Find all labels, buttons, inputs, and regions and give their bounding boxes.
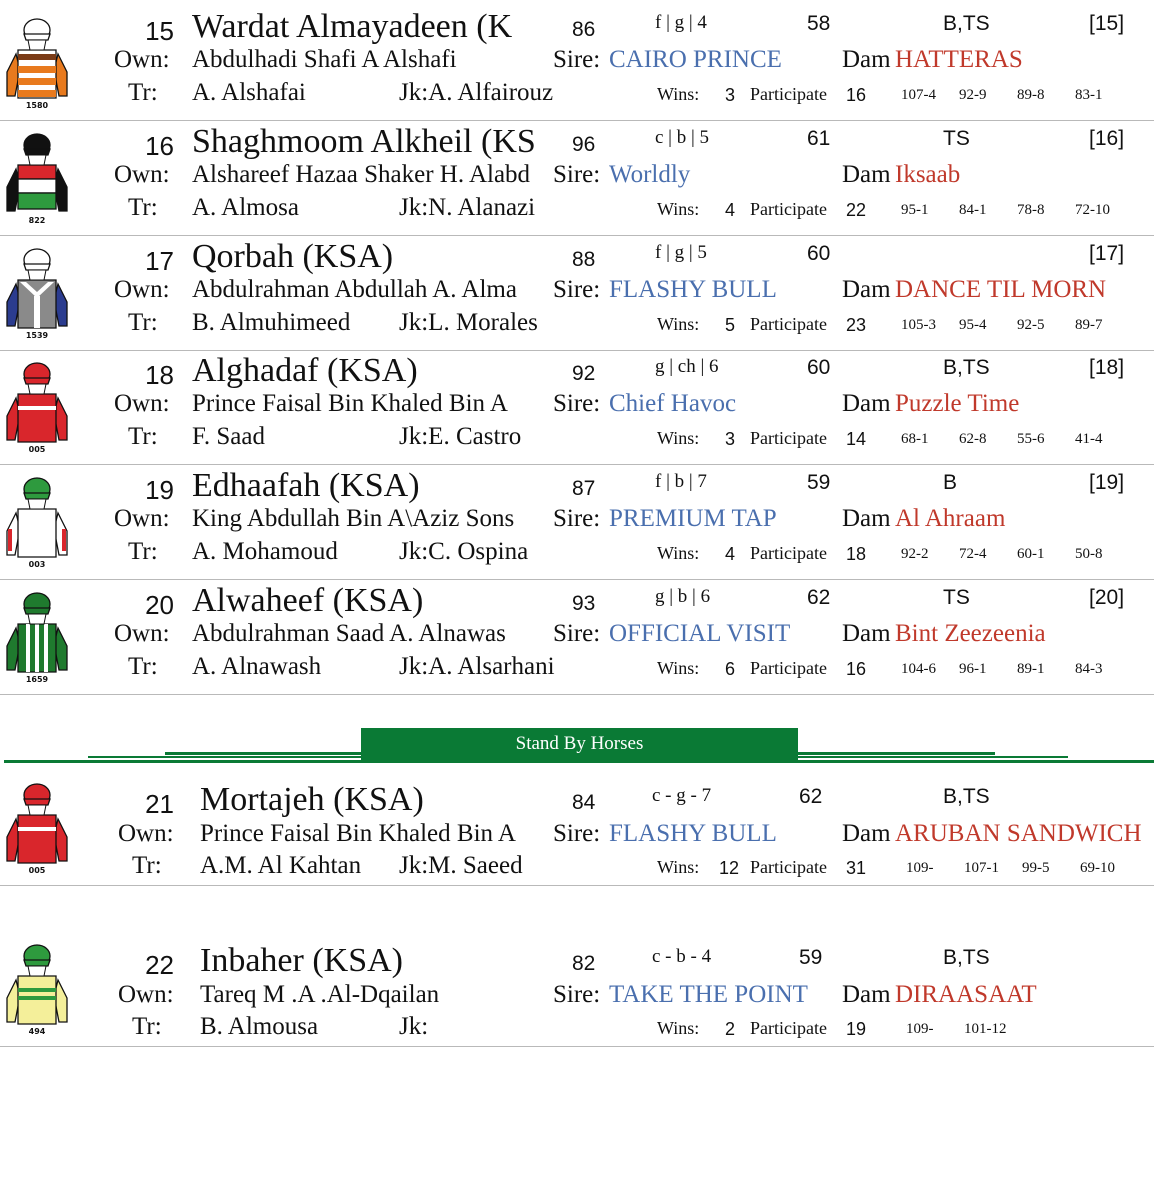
- horse-weight: 58: [807, 12, 831, 35]
- jockey-silk-icon: [4, 588, 70, 684]
- sire-name: FLASHY BULL: [609, 276, 777, 303]
- jockey-name: Jk:A. Alsarhani: [399, 653, 555, 680]
- race-entry: [0, 121, 1154, 236]
- form-figure: 72-4: [959, 546, 987, 562]
- horse-rating: 87: [572, 477, 596, 500]
- dam-label: Dam: [842, 390, 891, 417]
- horse-age-sex: f | g | 5: [655, 242, 707, 263]
- wins-label: Wins:: [657, 543, 700, 563]
- equipment: B,TS: [943, 785, 990, 808]
- horse-weight: 60: [807, 242, 831, 265]
- form-figure: 92-5: [1017, 317, 1045, 333]
- wins-count: 2: [725, 1019, 736, 1039]
- trainer-name: A. Alnawash: [192, 653, 322, 680]
- participations-count: 14: [846, 429, 867, 449]
- entry-divider: [0, 1046, 1154, 1047]
- trainer-label: Tr:: [128, 194, 158, 221]
- wins-count: 12: [719, 858, 740, 878]
- jockey-name: Jk:N. Alanazi: [399, 194, 536, 221]
- race-entry: [0, 465, 1154, 580]
- svg-text:1659: 1659: [25, 675, 49, 684]
- sire-label: Sire:: [553, 161, 601, 188]
- trainer-label: Tr:: [128, 423, 158, 450]
- form-figure: 109-: [906, 860, 934, 876]
- wins-count: 5: [725, 315, 736, 335]
- dam-label: Dam: [842, 276, 891, 303]
- trainer-name: B. Almousa: [200, 1013, 319, 1040]
- owner-label: Own:: [114, 46, 170, 73]
- form-figure: 84-3: [1075, 661, 1103, 677]
- wins-count: 4: [725, 544, 736, 564]
- dam-name: Bint Zeezeenia: [895, 620, 1046, 647]
- jockey-name: Jk:: [399, 1013, 429, 1040]
- horse-rating: 93: [572, 592, 596, 615]
- form-figure: 50-8: [1075, 546, 1103, 562]
- svg-text:494: 494: [28, 1027, 46, 1036]
- trainer-name: A. Almosa: [192, 194, 299, 221]
- jockey-silk-icon: [4, 358, 70, 454]
- wins-count: 3: [725, 85, 736, 105]
- draw-number: [16]: [1089, 127, 1125, 150]
- horse-number: 20: [145, 590, 174, 620]
- horse-rating: 82: [572, 952, 596, 975]
- jockey-name: Jk:M. Saeed: [399, 852, 523, 879]
- svg-text:1580: 1580: [25, 101, 49, 110]
- horse-number: 21: [145, 789, 174, 819]
- form-figure: 60-1: [1017, 546, 1045, 562]
- equipment: B,TS: [943, 946, 990, 969]
- owner-name: Tareq M .A .Al-Dqailan: [200, 981, 440, 1008]
- horse-number: 17: [145, 246, 174, 276]
- trainer-label: Tr:: [128, 653, 158, 680]
- form-figure: 92-9: [959, 87, 987, 103]
- sire-label: Sire:: [553, 505, 601, 532]
- participations-count: 22: [846, 200, 867, 220]
- dam-label: Dam: [842, 161, 891, 188]
- horse-name: Edhaafah (KSA): [192, 467, 420, 504]
- trainer-label: Tr:: [128, 309, 158, 336]
- equipment: B,TS: [943, 356, 990, 379]
- dam-name: Iksaab: [895, 161, 961, 188]
- jockey-silk-icon: [4, 473, 70, 569]
- jockey-name: Jk:L. Morales: [399, 309, 538, 336]
- horse-age-sex: c - g - 7: [652, 785, 712, 806]
- jockey-name: Jk:C. Ospina: [399, 538, 529, 565]
- dam-name: DIRAASAAT: [895, 981, 1037, 1008]
- form-figure: 107-1: [964, 860, 999, 876]
- svg-text:005: 005: [28, 866, 46, 875]
- participate-label: Participate: [750, 857, 827, 877]
- dam-label: Dam: [842, 505, 891, 532]
- trainer-name: A. Alshafai: [192, 79, 306, 106]
- dam-name: Al Ahraam: [895, 505, 1006, 532]
- svg-text:822: 822: [28, 216, 46, 225]
- jockey-name: Jk:A. Alfairouz: [399, 79, 554, 106]
- form-figure: 78-8: [1017, 202, 1045, 218]
- wins-count: 4: [725, 200, 736, 220]
- dam-name: DANCE TIL MORN: [895, 276, 1107, 303]
- owner-name: King Abdullah Bin A\Aziz Sons: [192, 505, 515, 532]
- owner-name: Prince Faisal Bin Khaled Bin A: [200, 820, 516, 847]
- participate-label: Participate: [750, 543, 827, 563]
- participate-label: Participate: [750, 658, 827, 678]
- form-figure: 69-10: [1080, 860, 1115, 876]
- horse-weight: 62: [807, 586, 831, 609]
- equipment: B,TS: [943, 12, 990, 35]
- wins-label: Wins:: [657, 314, 700, 334]
- equipment: TS: [943, 127, 970, 150]
- owner-label: Own:: [114, 390, 170, 417]
- horse-age-sex: g | b | 6: [655, 586, 711, 607]
- owner-name: Abdulrahman Abdullah A. Alma: [192, 276, 517, 303]
- jockey-silk-icon: [4, 779, 70, 875]
- horse-age-sex: f | g | 4: [655, 12, 707, 33]
- horse-number: 15: [145, 16, 174, 46]
- horse-name: Shaghmoom Alkheil (KS: [192, 123, 536, 160]
- race-entry: [0, 350, 1154, 465]
- dam-label: Dam: [842, 981, 891, 1008]
- horse-name: Alwaheef (KSA): [192, 582, 424, 619]
- horse-name: Alghadaf (KSA): [192, 352, 418, 389]
- jockey-silk-icon: [4, 129, 70, 225]
- trainer-name: A. Mohamoud: [192, 538, 338, 565]
- owner-label: Own:: [118, 981, 174, 1008]
- participations-count: 16: [846, 85, 867, 105]
- participations-count: 31: [846, 858, 867, 878]
- form-figure: 89-8: [1017, 87, 1045, 103]
- form-figure: 92-2: [901, 546, 929, 562]
- draw-number: [15]: [1089, 12, 1125, 35]
- horse-number: 16: [145, 131, 174, 161]
- owner-name: Abdulrahman Saad A. Alnawas: [192, 620, 506, 647]
- horse-name: Qorbah (KSA): [192, 238, 394, 275]
- jockey-silk-icon: [4, 14, 70, 110]
- standby-header: [0, 728, 1154, 768]
- owner-label: Own:: [114, 505, 170, 532]
- participate-label: Participate: [750, 199, 827, 219]
- entry-divider: [0, 885, 1154, 886]
- owner-name: Abdulhadi Shafi A Alshafi: [192, 46, 457, 73]
- wins-label: Wins:: [657, 84, 700, 104]
- trainer-label: Tr:: [128, 79, 158, 106]
- trainer-name: F. Saad: [192, 423, 265, 450]
- horse-number: 22: [145, 950, 174, 980]
- participate-label: Participate: [750, 1018, 827, 1038]
- dam-name: HATTERAS: [895, 46, 1023, 73]
- form-figure: 101-12: [964, 1021, 1007, 1037]
- sire-name: FLASHY BULL: [609, 820, 777, 847]
- horse-weight: 59: [807, 471, 831, 494]
- owner-label: Own:: [114, 620, 170, 647]
- horse-rating: 96: [572, 133, 596, 156]
- jockey-name: Jk:E. Castro: [399, 423, 522, 450]
- equipment: TS: [943, 586, 970, 609]
- dam-label: Dam: [842, 820, 891, 847]
- horse-weight: 61: [807, 127, 831, 150]
- horse-weight: 62: [799, 785, 823, 808]
- sire-name: OFFICIAL VISIT: [609, 620, 791, 647]
- sire-label: Sire:: [553, 620, 601, 647]
- horse-name: Inbaher (KSA): [200, 942, 403, 979]
- wins-label: Wins:: [657, 1018, 700, 1038]
- sire-label: Sire:: [553, 390, 601, 417]
- form-figure: 68-1: [901, 431, 929, 447]
- jockey-silk-icon: [4, 244, 70, 340]
- participations-count: 19: [846, 1019, 867, 1039]
- dam-label: Dam: [842, 620, 891, 647]
- form-figure: 72-10: [1075, 202, 1110, 218]
- svg-text:1539: 1539: [25, 331, 49, 340]
- dam-label: Dam: [842, 46, 891, 73]
- horse-age-sex: c | b | 5: [655, 127, 710, 148]
- wins-label: Wins:: [657, 857, 700, 877]
- form-figure: 96-1: [959, 661, 987, 677]
- owner-label: Own:: [118, 820, 174, 847]
- wins-count: 3: [725, 429, 736, 449]
- form-figure: 99-5: [1022, 860, 1050, 876]
- form-figure: 95-1: [901, 202, 929, 218]
- horse-number: 19: [145, 475, 174, 505]
- participate-label: Participate: [750, 428, 827, 448]
- form-figure: 107-4: [901, 87, 936, 103]
- horse-rating: 84: [572, 791, 596, 814]
- sire-name: PREMIUM TAP: [609, 505, 777, 532]
- race-entry: [0, 236, 1154, 351]
- sire-name: Chief Havoc: [609, 390, 737, 417]
- wins-label: Wins:: [657, 428, 700, 448]
- dam-name: Puzzle Time: [895, 390, 1020, 417]
- participations-count: 18: [846, 544, 867, 564]
- form-figure: 83-1: [1075, 87, 1103, 103]
- horse-name: Wardat Almayadeen (K: [192, 8, 513, 45]
- form-figure: 109-: [906, 1021, 934, 1037]
- draw-number: [20]: [1089, 586, 1125, 609]
- draw-number: [19]: [1089, 471, 1125, 494]
- sire-label: Sire:: [553, 820, 601, 847]
- svg-text:003: 003: [28, 560, 46, 569]
- trainer-label: Tr:: [132, 852, 162, 879]
- form-figure: 104-6: [901, 661, 936, 677]
- horse-rating: 92: [572, 362, 596, 385]
- trainer-name: B. Almuhimeed: [192, 309, 351, 336]
- horse-rating: 86: [572, 18, 596, 41]
- race-entry: [0, 580, 1154, 695]
- form-figure: 89-1: [1017, 661, 1045, 677]
- sire-name: TAKE THE POINT: [609, 981, 808, 1008]
- sire-name: Worldly: [609, 161, 691, 188]
- wins-label: Wins:: [657, 199, 700, 219]
- wins-count: 6: [725, 659, 736, 679]
- trainer-label: Tr:: [128, 538, 158, 565]
- equipment: B: [943, 471, 958, 494]
- draw-number: [17]: [1089, 242, 1125, 265]
- form-figure: 41-4: [1075, 431, 1103, 447]
- owner-label: Own:: [114, 161, 170, 188]
- form-figure: 84-1: [959, 202, 987, 218]
- horse-rating: 88: [572, 248, 596, 271]
- entry-divider: [0, 694, 1154, 695]
- owner-name: Prince Faisal Bin Khaled Bin A: [192, 390, 508, 417]
- form-figure: 95-4: [959, 317, 987, 333]
- trainer-label: Tr:: [132, 1013, 162, 1040]
- participate-label: Participate: [750, 84, 827, 104]
- horse-name: Mortajeh (KSA): [200, 781, 424, 818]
- trainer-name: A.M. Al Kahtan: [200, 852, 362, 879]
- wins-label: Wins:: [657, 658, 700, 678]
- participate-label: Participate: [750, 314, 827, 334]
- draw-number: [18]: [1089, 356, 1125, 379]
- sire-label: Sire:: [553, 276, 601, 303]
- svg-text:005: 005: [28, 445, 46, 454]
- jockey-silk-icon: [4, 940, 70, 1036]
- sire-label: Sire:: [553, 46, 601, 73]
- horse-age-sex: g | ch | 6: [655, 356, 719, 377]
- sire-label: Sire:: [553, 981, 601, 1008]
- owner-label: Own:: [114, 276, 170, 303]
- form-figure: 89-7: [1075, 317, 1103, 333]
- race-entry: [0, 6, 1154, 121]
- dam-name: ARUBAN SANDWICH: [895, 820, 1142, 847]
- standby-title: Stand By Horses: [515, 733, 644, 754]
- horse-number: 18: [145, 360, 174, 390]
- participations-count: 16: [846, 659, 867, 679]
- participations-count: 23: [846, 315, 867, 335]
- standby-entry: [0, 932, 1154, 1047]
- horse-age-sex: c - b - 4: [652, 946, 712, 967]
- horse-weight: 60: [807, 356, 831, 379]
- horse-weight: 59: [799, 946, 823, 969]
- form-figure: 105-3: [901, 317, 936, 333]
- form-figure: 55-6: [1017, 431, 1045, 447]
- horse-age-sex: f | b | 7: [655, 471, 707, 492]
- owner-name: Alshareef Hazaa Shaker H. Alabd: [192, 161, 531, 188]
- sire-name: CAIRO PRINCE: [609, 46, 782, 73]
- form-figure: 62-8: [959, 431, 987, 447]
- standby-entry: [0, 771, 1154, 886]
